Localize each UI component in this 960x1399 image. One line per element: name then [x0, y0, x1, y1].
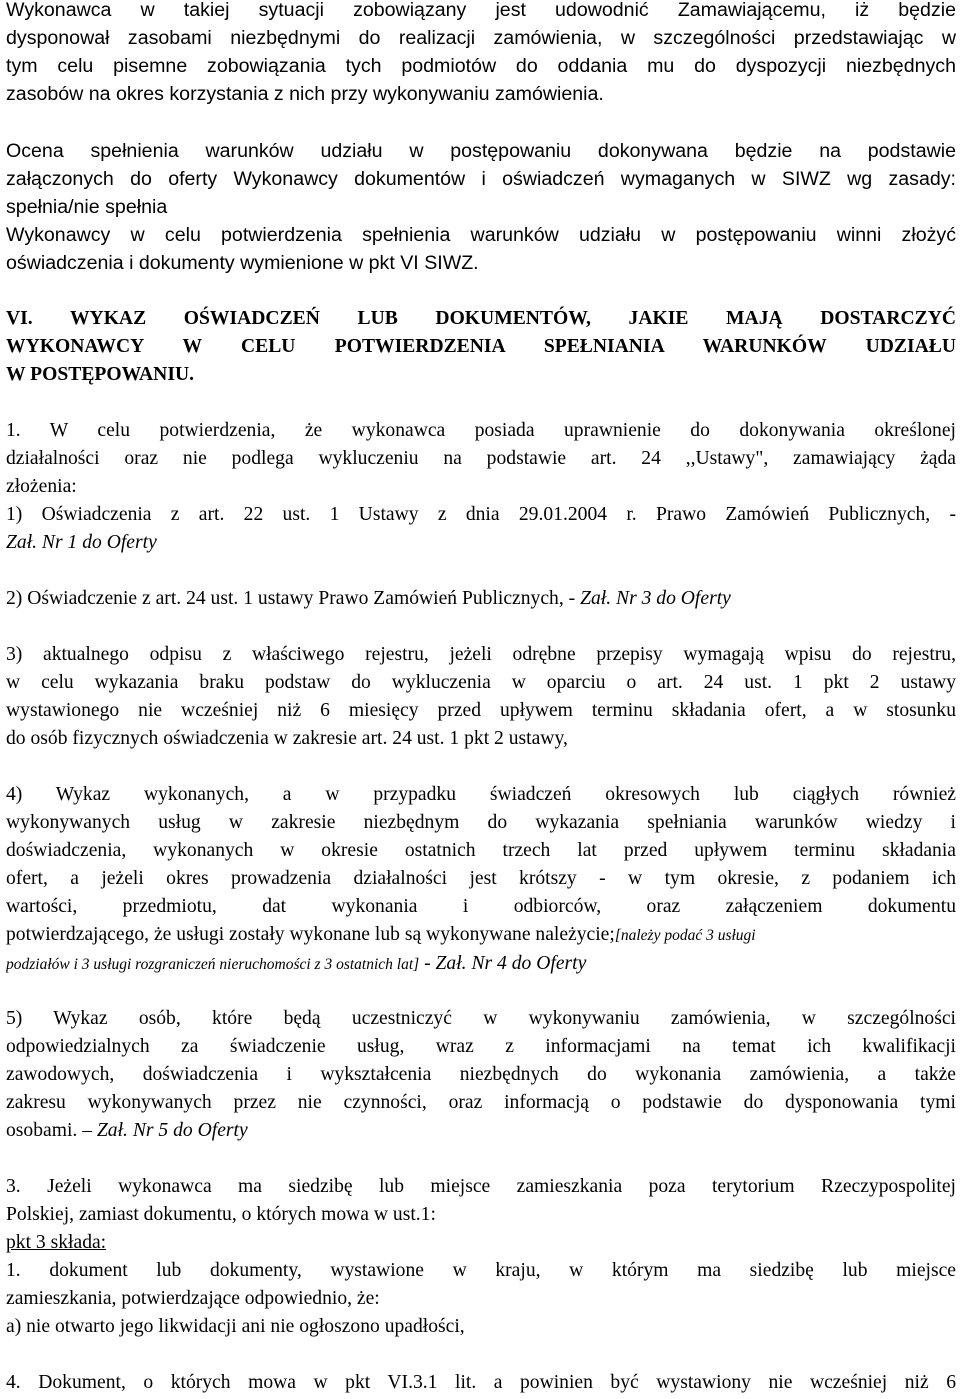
- item-5-line: zakresu wykonywanych przez nie czynności, oraz informacją o podstawie do dysponowania tymi: [6, 1092, 956, 1113]
- intro-line: tym celu pisemne zobowiązania tych podmiotów do oddania mu do dyspozycji niezbędnych: [6, 55, 956, 77]
- assessment-line: Wykonawcy w celu potwierdzenia spełnienia warunków udziału w postępowaniu winni złożyć: [6, 224, 956, 246]
- item-4-line: wartości, przedmiotu, dat wykonania i odbiorców, oraz załączeniem dokumentu: [6, 896, 956, 917]
- item-3-line: w celu wykazania braku podstaw do wykluczenia w oparciu o art. 24 ust. 1 pkt 2 ustawy: [6, 672, 956, 693]
- point4-line: 4. Dokument, o których mowa w pkt VI.3.1 lit. a powinien być wystawiony nie wcześniej niż 6: [6, 1372, 956, 1393]
- point1-line: 1. W celu potwierdzenia, że wykonawca posiada uprawnienie do dokonywania określonej: [6, 420, 956, 441]
- point-3: [6, 1173, 956, 1341]
- point3-line: 3. Jeżeli wykonawca ma siedzibę lub miejsce zamieszkania poza terytorium Rzeczypospolitej: [6, 1176, 956, 1197]
- item-4-line-text: potwierdzającego, że usługi zostały wykonane lub są wykonywane należycie;: [6, 924, 615, 945]
- item-5-line: odpowiedzialnych za świadczenie usług, wraz z informacjami na temat ich kwalifikacji: [6, 1036, 956, 1057]
- item-4-dash: -: [419, 953, 436, 974]
- intro-paragraph: [6, 0, 956, 108]
- item-3-line: do osób fizycznych oświadczenia w zakresie art. 24 ust. 1 pkt 2 ustawy,: [6, 728, 568, 749]
- item-4-line: 4) Wykaz wykonanych, a w przypadku świadczeń okresowych lub ciągłych również: [6, 784, 956, 805]
- item-1-reference: Zał. Nr 1 do Oferty: [6, 532, 157, 553]
- point3-subheading: pkt 3 składa:: [6, 1232, 107, 1253]
- item-1-line: 1) Oświadczenia z art. 22 ust. 1 Ustawy z dnia 29.01.2004 r. Prawo Zamówień Publicznych, -: [6, 504, 956, 525]
- item-5-reference: – Zał. Nr 5 do Oferty: [82, 1120, 248, 1141]
- assessment-line: Ocena spełnienia warunków udziału w postępowaniu dokonywana będzie na podstawie: [6, 140, 956, 162]
- item-3-line: wystawionego nie wcześniej niż 6 miesięcy przed upływem terminu składania ofert, a w stosunku: [6, 700, 956, 721]
- item-4-reference: Zał. Nr 4 do Oferty: [435, 953, 587, 974]
- item-4-line: doświadczenia, wykonanych w okresie ostatnich trzech lat przed upływem terminu składania: [6, 840, 956, 861]
- point3-line: Polskiej, zamiast dokumentu, o których mowa w ust.1:: [6, 1204, 436, 1225]
- assessment-line: załączonych do oferty Wykonawcy dokumentów i oświadczeń wymaganych w SIWZ wg zasady:: [6, 168, 956, 190]
- item-4-line: wykonywanych usług w zakresie niezbędnym do wykazania spełniania warunków wiedzy i: [6, 812, 956, 833]
- item-4: [6, 781, 956, 979]
- assessment-line: spełnia/nie spełnia: [6, 196, 168, 218]
- item-2-reference: Zał. Nr 3 do Oferty: [580, 588, 731, 609]
- heading-line: WYKONAWCY W CELU POTWIERDZENIA SPEŁNIANIA WARUNKÓW UDZIAŁU: [6, 336, 956, 357]
- point1-line: złożenia:: [6, 476, 77, 497]
- item-4-note: [należy podać 3 usługi: [614, 927, 756, 944]
- item-2: [6, 585, 956, 613]
- point1-line: działalności oraz nie podlega wykluczeniu na podstawie art. 24 ,,Ustawy", zamawiający żąda: [6, 448, 956, 469]
- item-5: [6, 1005, 956, 1145]
- section-heading: [6, 305, 956, 389]
- heading-line: VI. WYKAZ OŚWIADCZEŃ LUB DOKUMENTÓW, JAKIE MAJĄ DOSTARCZYĆ: [6, 308, 956, 329]
- intro-line: Wykonawca w takiej sytuacji zobowiązany jest udowodnić Zamawiającemu, iż będzie: [6, 0, 956, 21]
- heading-line: W POSTĘPOWANIU.: [6, 364, 194, 385]
- point-4: [6, 1369, 956, 1397]
- point3-doc-line: a) nie otwarto jego likwidacji ani nie ogłoszono upadłości,: [6, 1316, 465, 1337]
- point-1-intro: [6, 417, 956, 557]
- assessment-line: oświadczenia i dokumenty wymienione w pkt VI SIWZ.: [6, 252, 479, 274]
- item-5-line: 5) Wykaz osób, które będą uczestniczyć w wykonywaniu zamówienia, w szczególności: [6, 1008, 956, 1029]
- item-5-line: zawodowych, doświadczenia i wykształcenia niezbędnych do wykonania zamówienia, a także: [6, 1064, 956, 1085]
- item-3: [6, 641, 956, 753]
- intro-line: zasobów na okres korzystania z nich przy wykonywaniu zamówienia.: [6, 83, 604, 105]
- assessment-paragraph: [6, 137, 956, 277]
- item-4-note-continued: podziałów i 3 usługi rozgraniczeń nieruchomości z 3 ostatnich lat]: [6, 956, 420, 973]
- point3-doc-line: 1. dokument lub dokumenty, wystawione w kraju, w którym ma siedzibę lub miejsce: [6, 1260, 956, 1281]
- item-5-last-text: osobami.: [6, 1120, 83, 1141]
- item-2-text: 2) Oświadczenie z art. 24 ust. 1 ustawy Prawo Zamówień Publicznych, -: [6, 588, 581, 609]
- item-4-line: ofert, a jeżeli okres prowadzenia działalności jest krótszy - w tym okresie, z podaniem ich: [6, 868, 956, 889]
- intro-line: dysponował zasobami niezbędnymi do realizacji zamówienia, w szczególności przedstawiając w: [6, 27, 956, 49]
- item-3-line: 3) aktualnego odpisu z właściwego rejestru, jeżeli odrębne przepisy wymagają wpisu do rejestru,: [6, 644, 956, 665]
- point3-doc-line: zamieszkania, potwierdzające odpowiednio, że:: [6, 1288, 380, 1309]
